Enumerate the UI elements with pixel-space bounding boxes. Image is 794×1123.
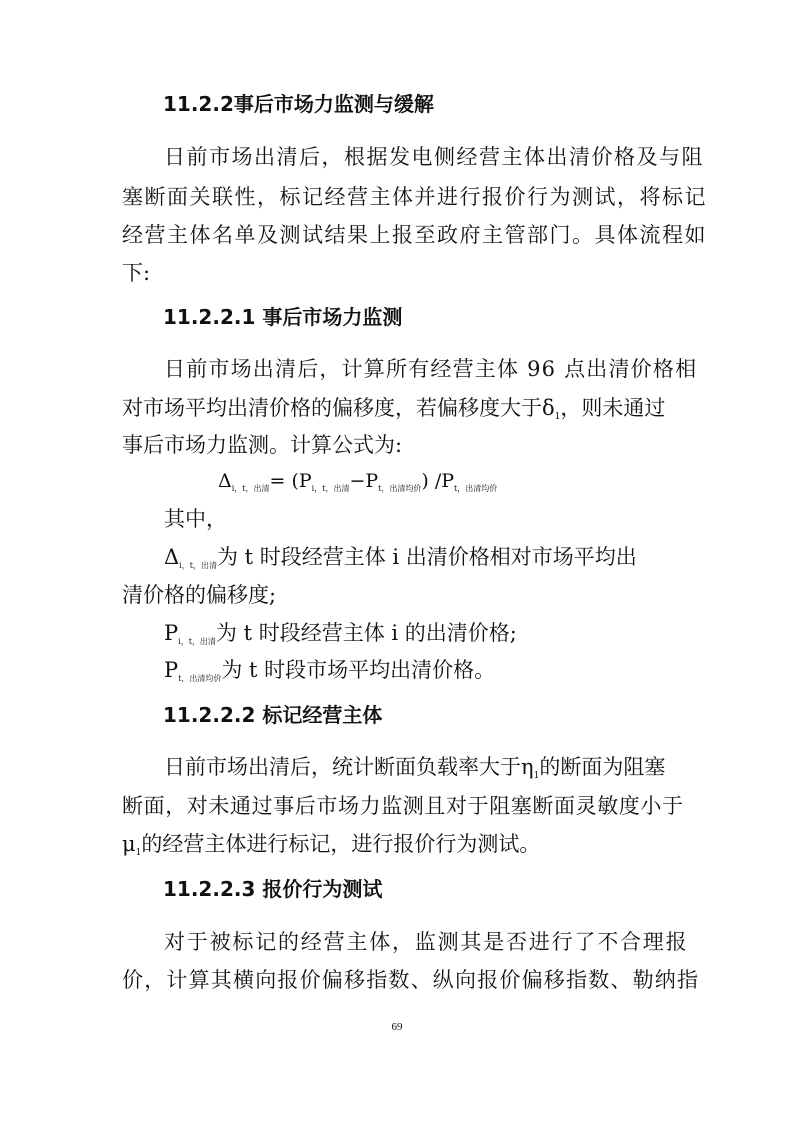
definition-line: 清价格的偏移度;	[122, 583, 277, 607]
section-heading-11-2-2-2: 11.2.2.2 标记经营主体	[163, 703, 383, 727]
paragraph-line: 下:	[122, 261, 151, 285]
delta-subscript: 1	[554, 412, 561, 422]
page-number: 69	[391, 1021, 403, 1033]
paragraph-line: 事后市场力监测。计算公式为:	[122, 433, 403, 457]
definition-line: Pt，出清均价为 t 时段市场平均出清价格。	[164, 658, 496, 683]
section-heading-11-2-2: 11.2.2事后市场力监测与缓解	[163, 92, 434, 116]
section-heading-11-2-2-1: 11.2.2.1 事后市场力监测	[163, 305, 403, 329]
formula: $\Delta_{i,t,出清}= (P_{i,t,出清}-P_{t,出清均价})$ $/P_{t,出清均价}$	[218, 470, 498, 493]
definition-line: Pi，t，出清为 t 时段经营主体 i 的出清价格;	[164, 621, 517, 646]
where-label: 其中，	[164, 507, 227, 531]
paragraph-line: 对市场平均出清价格的偏移度，若偏移度大于$\delta_1$，则未通过	[122, 396, 666, 422]
paragraph-line: 断面，对未通过事后市场力监测且对于阻塞断面灵敏度小于	[122, 794, 684, 818]
paragraph-line: 日前市场出清后，计算所有经营主体 96 点出清价格相	[164, 357, 698, 381]
paragraph-line: 价，计算其横向报价偏移指数、纵向报价偏移指数、勒纳指	[122, 968, 700, 992]
paragraph-line: 经营主体名单及测试结果上报至政府主管部门。具体流程如	[122, 223, 707, 247]
paragraph-line: 塞断面关联性，标记经营主体并进行报价行为测试，将标记	[122, 185, 707, 209]
definition-line: Δi，t，出清为 t 时段经营主体 i 出清价格相对市场平均出	[164, 545, 637, 570]
paragraph-line: 日前市场出清后，统计断面负载率大于$\eta_1$的断面为阻塞	[164, 755, 666, 781]
paragraph-line: 对于被标记的经营主体，监测其是否进行了不合理报	[164, 930, 689, 954]
section-heading-11-2-2-3: 11.2.2.3 报价行为测试	[163, 877, 383, 901]
paragraph-line: $\mu_1$的经营主体进行标记，进行报价行为测试。	[122, 832, 541, 858]
paragraph-line: 日前市场出清后，根据发电侧经营主体出清价格及与阻	[164, 145, 704, 169]
